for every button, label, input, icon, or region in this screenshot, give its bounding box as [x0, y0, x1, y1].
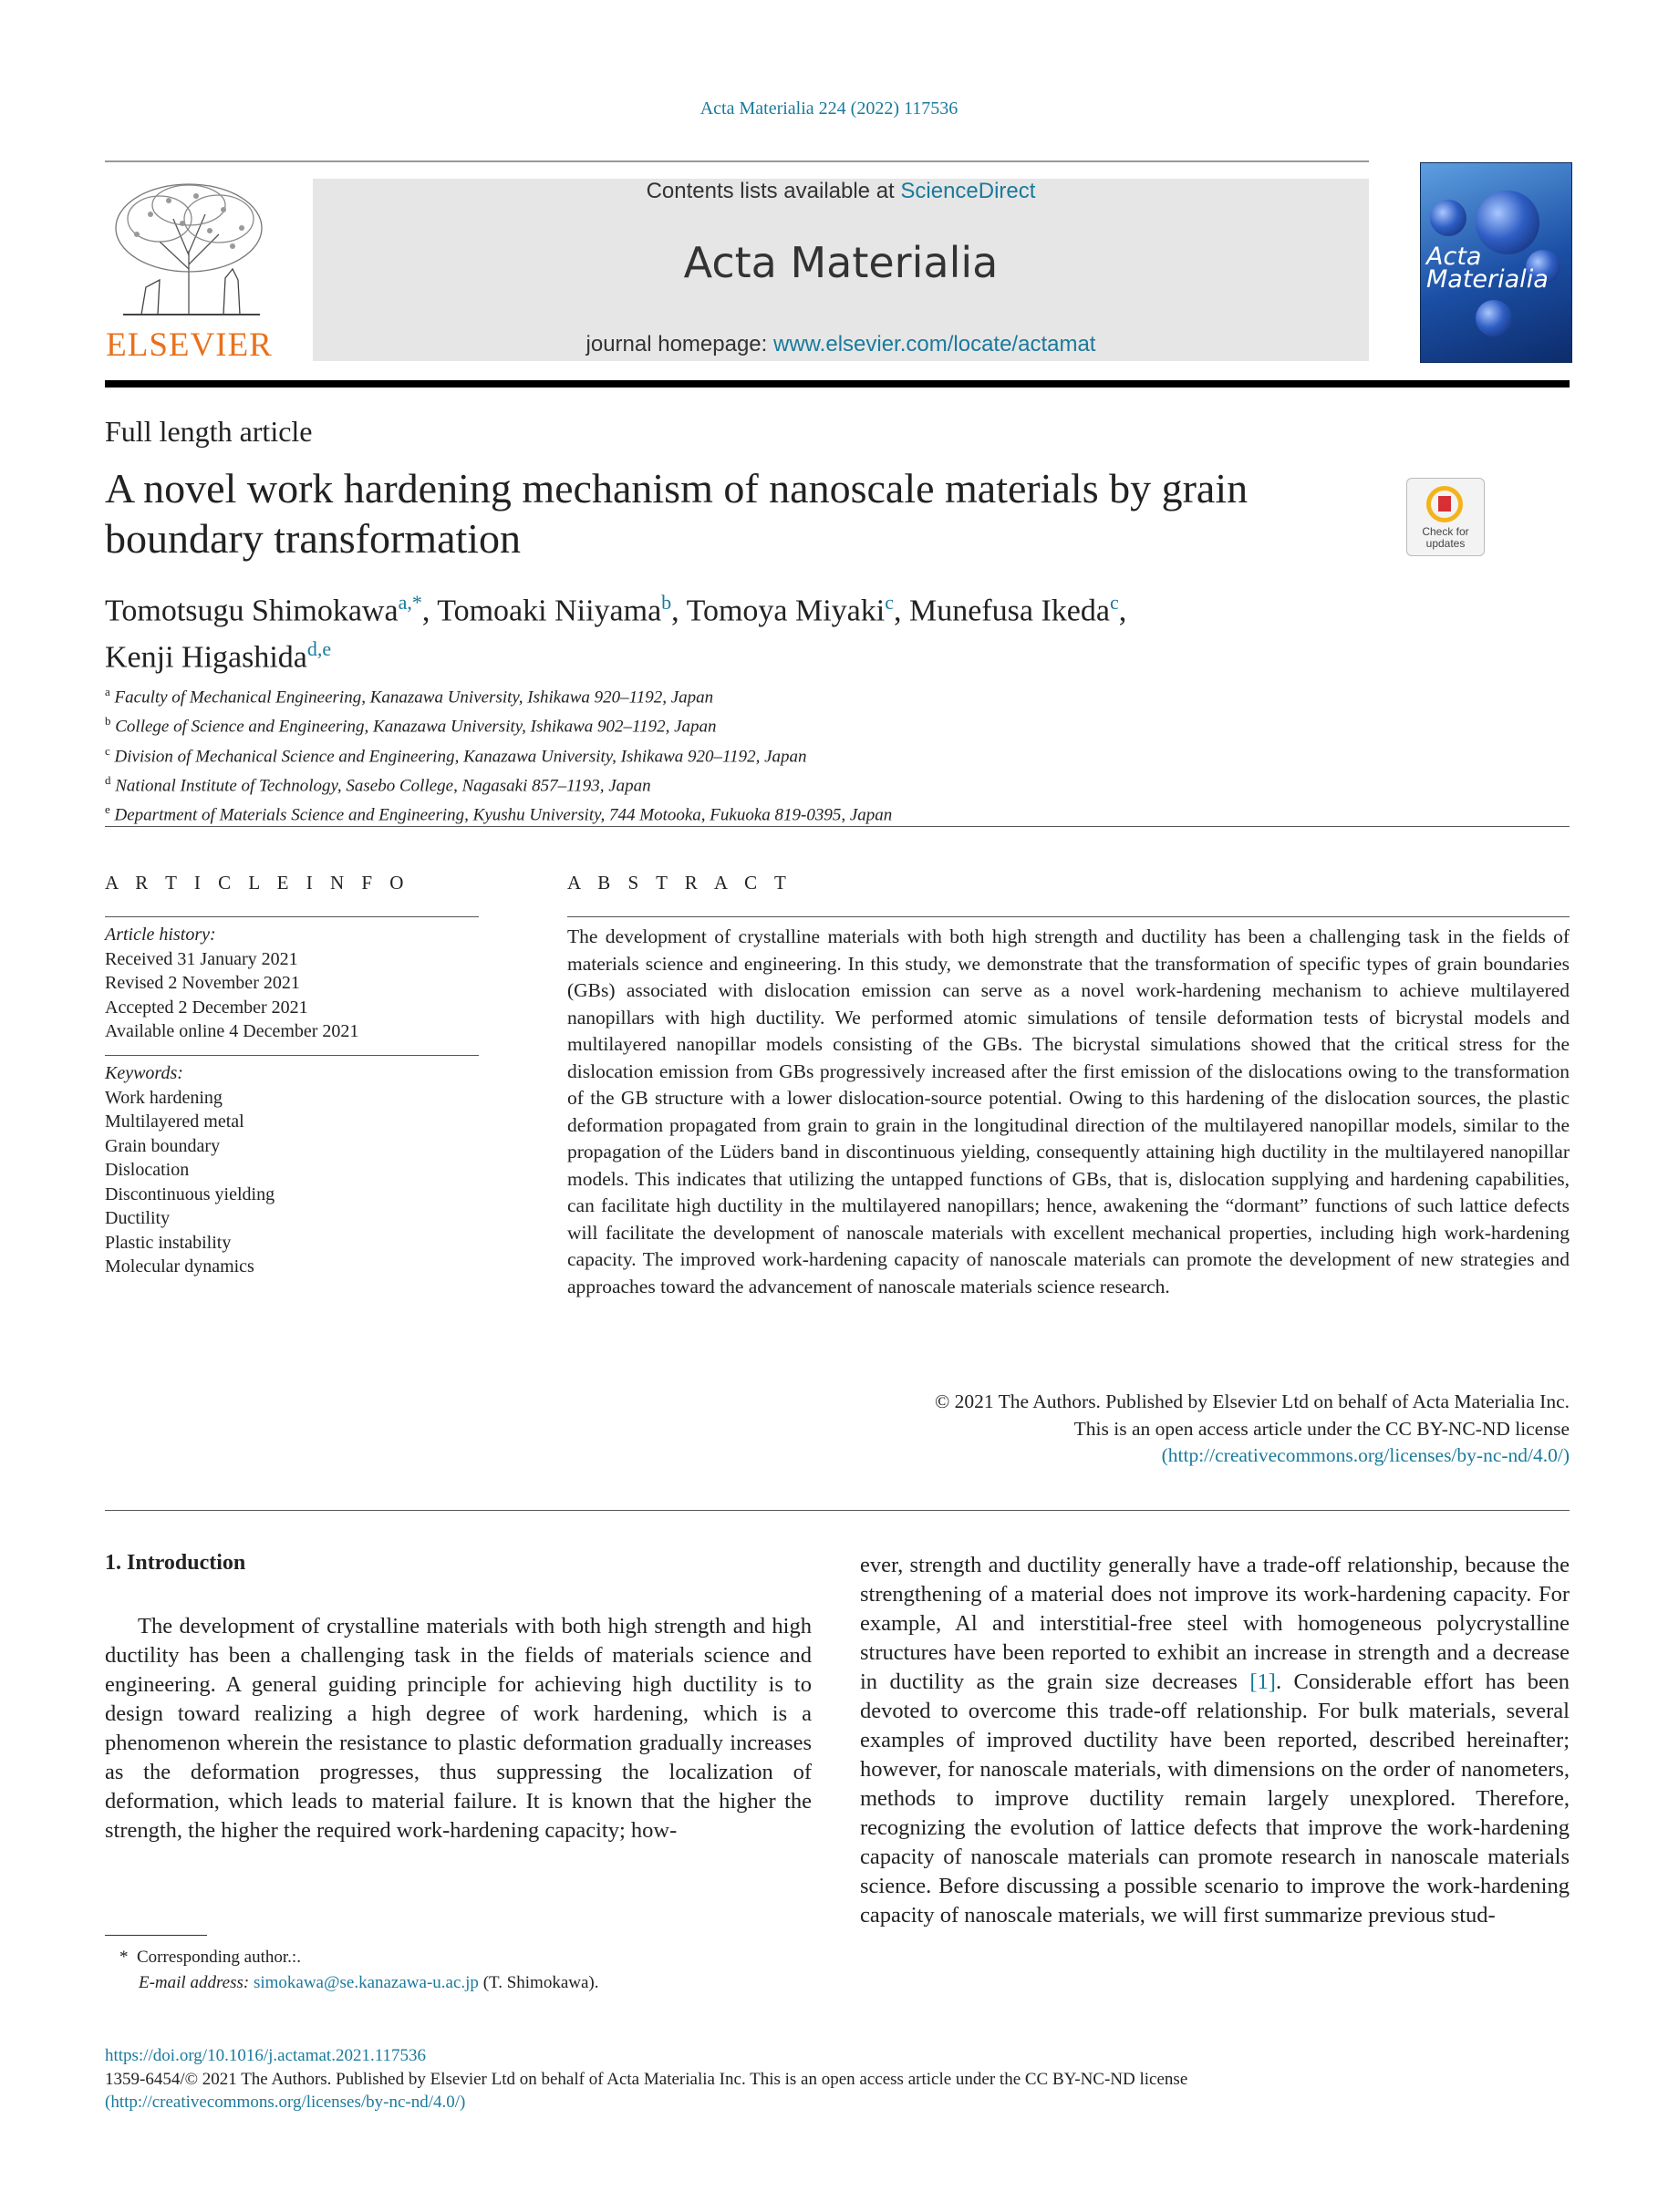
bottom-license-link[interactable]: (http://creativecommons.org/licenses/by-nc-nd/4.0/) [105, 2093, 466, 2112]
bookmark-icon [1426, 486, 1463, 522]
author-name[interactable]: Kenji Higashida [105, 640, 307, 675]
email-suffix: (T. Shimokawa). [478, 1973, 599, 1992]
affiliation-key: c [105, 743, 110, 758]
abstract-text: The development of crystalline materials with both high strength and ductility has been a challenging task in the fields of materials science and engineering. In this study, we demonstrate that the transformation of specific types of grain boundaries (GBs) associated with dislocation emission can serve as a novel work-hardening mechanism to achieve multilayered nanopillars with high ductility. We performed atomic simulations of tensile deformation tests of bicrystal models and multilayered nanopillar models consisting of the GBs. The bicrystal simulations showed that the critical stress for the dislocation emission from GBs progressively increased after the first emission of the dislocations owing to the transformation of the GB structure with a lower dislocation-source potential. Owing to this hardening of the dislocation sources, the plastic deformation propagated from grain to grain in the longitudinal direction of the multilayered nanopillar models, similar to the propagation of the Lüders band in discontinuous yielding, consequently attaining high ductility in the multilayered nanopillar models. This indicates that utilizing the untapped functions of GBs, that is, dislocation supplying and hardening capabilities, can facilitate high ductility in the multilayered nanopillars; hence, awakening the “dormant” functions of such lattice defects will facilitate the development of nanoscale materials with excellent mechanical properties, including high work-hardening capacity. The improved work-hardening capacity of nanoscale materials can promote the development of new strategies and approaches toward the advancement of nanoscale materials science research. [567, 925, 1570, 1297]
homepage-line [313, 332, 1369, 357]
article-history [105, 923, 358, 1044]
author-affil-mark[interactable]: a,* [398, 591, 422, 614]
license-link[interactable]: (http://creativecommons.org/licenses/by-nc-nd/4.0/) [1161, 1444, 1570, 1466]
affiliation-text: National Institute of Technology, Sasebo College, Nagasaki 857–1193, Japan [115, 776, 651, 796]
author-name[interactable]: Tomoaki Niiyama [437, 594, 662, 628]
author-list: Tomotsugu Shimokawa$^{a,*}$, Tomoaki Niiyama$^b$, Tomoya Miyaki$^c$, Munefusa Ikeda$^c$, Kenji Higashida$^{d,e}$ [105, 591, 1127, 675]
received-date: Received 31 January 2021 [105, 948, 298, 969]
issn-line: 1359-6454/© 2021 The Authors. Published by Elsevier Ltd on behalf of Acta Materialia Inc. This is an open access article under the CC BY-NC-ND license [105, 2069, 1188, 2089]
section-rule [105, 1510, 1570, 1511]
author-affil-mark[interactable]: c [885, 591, 894, 614]
keyword-item: Plastic instability [105, 1232, 232, 1253]
check-updates-label: Check for updates [1422, 525, 1469, 550]
header-rule [105, 160, 1369, 162]
affiliation-item [105, 798, 892, 827]
affiliation-key: b [105, 714, 111, 729]
keyword-item: Ductility [105, 1208, 171, 1228]
article-type: Full length article [105, 415, 313, 448]
keyword-item: Work hardening [105, 1087, 223, 1108]
affiliation-item [105, 680, 892, 709]
revised-date: Revised 2 November 2021 [105, 973, 300, 993]
footnotes [105, 1945, 599, 1996]
affiliation-item [105, 739, 892, 769]
email-link[interactable]: simokawa@se.kanazawa-u.ac.jp [253, 1973, 479, 1992]
online-date: Available online 4 December 2021 [105, 1021, 359, 1041]
section-rule [105, 826, 1570, 827]
contents-prefix: Contents lists available at [646, 179, 901, 203]
footnote-mark: * [119, 1948, 129, 1967]
reference-link[interactable]: [1] [1249, 1669, 1276, 1694]
copyright-line: © 2021 The Authors. Published by Elsevier Ltd on behalf of Acta Materialia Inc. [934, 1390, 1570, 1412]
email-note [105, 1970, 599, 1996]
cover-sphere [1476, 300, 1512, 336]
author-name[interactable]: Tomoya Miyaki [686, 594, 886, 628]
affiliation-text: College of Science and Engineering, Kanazawa University, Ishikawa 902–1192, Japan [115, 717, 717, 737]
abstract-heading: A B S T R A C T [567, 872, 793, 894]
article-info-heading: A R T I C L E I N F O [105, 872, 410, 894]
license-line: This is an open access article under the CC BY-NC-ND license [1073, 1417, 1570, 1440]
contents-line [313, 179, 1369, 204]
corresponding-note [105, 1945, 599, 1970]
keywords [105, 1061, 275, 1279]
affiliation-list [105, 680, 892, 828]
affiliation-text: Division of Mechanical Science and Engineering, Kanazawa University, Ishikawa 920–1192, Japan [114, 746, 807, 766]
author-affil-mark[interactable]: c [1109, 591, 1119, 614]
info-rule [105, 1055, 479, 1056]
journal-masthead [313, 179, 1369, 361]
check-for-updates-button[interactable] [1406, 478, 1485, 556]
affiliation-item [105, 769, 892, 798]
corresponding-text: Corresponding author.:. [137, 1948, 301, 1967]
cover-sphere [1430, 200, 1466, 236]
elsevier-logo [105, 178, 274, 365]
journal-homepage-link[interactable]: www.elsevier.com/locate/actamat [773, 332, 1096, 357]
author-affil-mark[interactable]: d,e [306, 637, 332, 661]
keyword-item: Discontinuous yielding [105, 1184, 275, 1204]
affiliation-key: a [105, 685, 110, 698]
journal-name: Acta Materialia [683, 238, 999, 287]
abstract-rule [567, 916, 1570, 917]
accepted-date: Accepted 2 December 2021 [105, 997, 308, 1018]
footnote-rule [105, 1935, 207, 1936]
affiliation-key: d [105, 772, 111, 787]
affiliation-text: Faculty of Mechanical Engineering, Kanazawa University, Ishikawa 920–1192, Japan [114, 687, 714, 708]
affiliation-item [105, 709, 892, 739]
body-paragraph: . Considerable effort has been devoted to overcome this trade-off relationship. For bulk materials, several examples of improved ductility have been reported, described hereinafter; however, for nanoscale materials, with dimensions on the order of nanometers, methods to improve ductility remain largely unexplored. Therefore, recognizing the evolution of lattice defects that improve the work-hardening capacity of nanoscale materials can promote research in nanoscale materials science. Before discussing a possible scenario to improve the work-hardening capacity of nanoscale materials, we will first summarize previous stud- [860, 1669, 1570, 1928]
elsevier-wordmark: ELSEVIER [106, 326, 273, 364]
affiliation-text: Department of Materials Science and Engineering, Kyushu University, 744 Motooka, Fukuoka 819-0395, Japan [114, 805, 893, 825]
body-paragraph: ever, strength and ductility generally have a trade-off relationship, because the strengthening of a material does not improve its work-hardening capacity. For example, Al and interstitial-free steel with homogeneous polycrystalline structures have been reported to exhibit an increase in strength and a decrease in ductility as the grain size decreases [860, 1553, 1570, 1694]
affiliation-key: e [105, 802, 110, 817]
body-paragraph: The development of crystalline materials with both high strength and high ductility has been a challenging task in the fields of materials science and engineering. A general guiding principle for achieving high ductility is to design toward realizing a high degree of work hardening, which is a phenomenon wherein the resistance to plastic deformation gradually increases as the deformation progresses, thus suppressing the localization of deformation, which leads to material failure. It is known that the higher the strength, the higher the required work-hardening capacity; how- [105, 1614, 812, 1843]
abstract-copyright [567, 1389, 1570, 1470]
author-name[interactable]: Tomotsugu Shimokawa [105, 594, 399, 628]
info-rule [105, 916, 479, 917]
keywords-label: Keywords: [105, 1063, 183, 1083]
keyword-item: Molecular dynamics [105, 1256, 254, 1277]
doi-link[interactable]: https://doi.org/10.1016/j.actamat.2021.117536 [105, 2046, 427, 2065]
sciencedirect-link[interactable]: ScienceDirect [900, 179, 1036, 203]
homepage-prefix: journal homepage: [585, 332, 773, 357]
history-label: Article history: [105, 925, 216, 945]
masthead-rule [105, 380, 1570, 388]
keyword-item: Grain boundary [105, 1135, 221, 1156]
journal-citation[interactable]: Acta Materialia 224 (2022) 117536 [699, 98, 959, 119]
body-column-right [860, 1551, 1570, 1930]
keyword-item: Multilayered metal [105, 1111, 244, 1132]
article-title: A novel work hardening mechanism of nanoscale materials by grain boundary transformation [105, 465, 1249, 562]
email-label: E-mail address: [139, 1973, 254, 1992]
keyword-item: Dislocation [105, 1160, 190, 1180]
bottom-metadata [105, 2044, 1187, 2114]
body-column-left [105, 1612, 812, 1845]
section-heading-introduction: 1. Introduction [105, 1551, 246, 1575]
journal-cover[interactable] [1420, 162, 1572, 363]
author-name[interactable]: Munefusa Ikeda [908, 594, 1110, 628]
tree-icon [105, 178, 274, 324]
author-affil-mark[interactable]: b [661, 591, 672, 614]
cover-title: Acta Materialia [1426, 243, 1549, 294]
